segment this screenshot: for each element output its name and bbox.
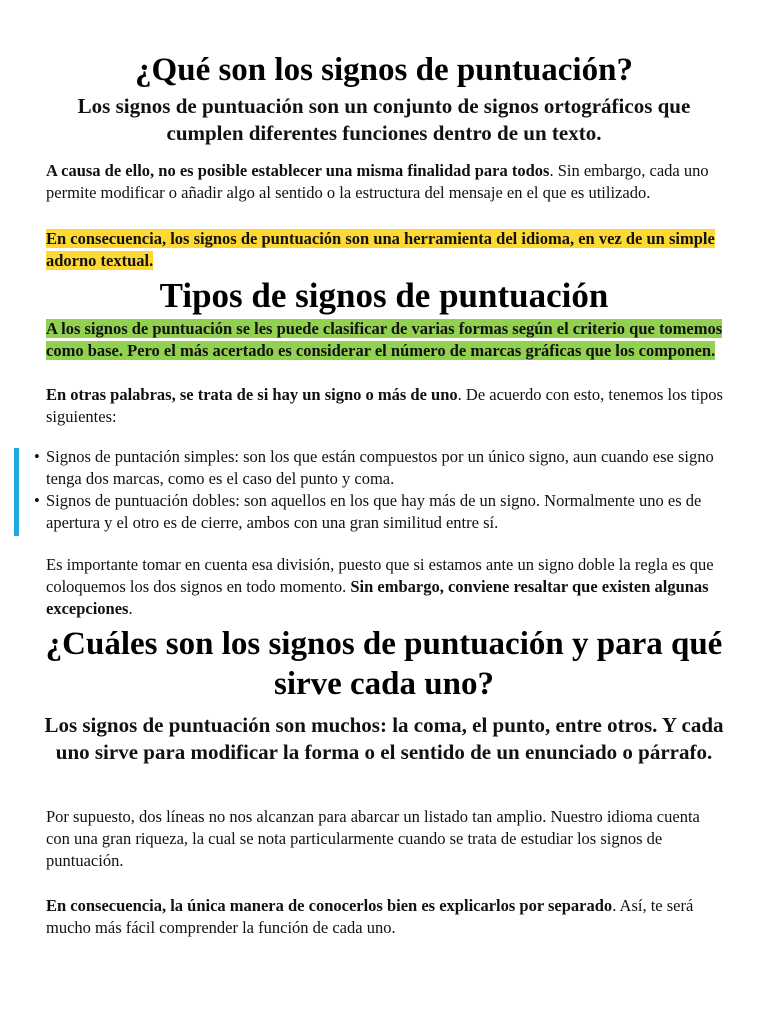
highlight-yellow: En consecuencia, los signos de puntuación son una herramienta del idioma, en vez de un simple adorno textual. — [46, 229, 715, 270]
paragraph-importante-bold: Sin embargo, conviene resaltar que existen algunas excepciones — [46, 577, 709, 618]
subheading-muchos: Los signos de puntuación son muchos: la coma, el punto, entre otros. Y cada uno sirve para modificar la forma o el sentido de un enunciado o párrafo. — [44, 713, 724, 764]
paragraph-causa-rest: . Sin embargo, cada uno permite modificar o añadir algo al sentido o la estructura del mensaje en el que es utilizado. — [46, 161, 709, 202]
paragraph-causa — [46, 160, 726, 204]
types-list — [34, 446, 726, 534]
heading-cuales-son: ¿Cuáles son los signos de puntuación y para qué sirve cada uno? — [45, 626, 723, 702]
paragraph-por-supuesto: Por supuesto, dos líneas no nos alcanzan para abarcar un listado tan amplio. Nuestro idioma cuenta con una gran riqueza, la cual se nota particularmente cuando se trata de estudiar los signos de puntuación. — [46, 807, 700, 870]
paragraph-otras-palabras — [46, 384, 726, 428]
paragraph-importante — [46, 554, 726, 620]
bullet-icon: • — [34, 447, 40, 466]
paragraph-importante-text: Es importante tomar en cuenta esa división, puesto que si estamos ante un signo doble la regla es que coloquemos los dos signos en todo momento. — [46, 555, 714, 596]
paragraph-unica-manera — [46, 895, 726, 939]
paragraph-consecuencia-highlight — [46, 228, 726, 272]
heading-que-son: ¿Qué son los signos de puntuación? — [135, 52, 633, 88]
paragraph-otras-palabras-bold: En otras palabras, se trata de si hay un signo o más de uno — [46, 385, 458, 404]
paragraph-unica-manera-bold: En consecuencia, la única manera de conocerlos bien es explicarlos por separado — [46, 896, 613, 915]
paragraph-otras-palabras-rest: . De acuerdo con esto, tenemos los tipos siguientes: — [46, 385, 723, 426]
bullet-icon: • — [34, 491, 40, 510]
list-item-text: Signos de puntación simples: son los que están compuestos por un único signo, aun cuando ese signo tenga dos marcas, como es el caso del punto y coma. — [46, 447, 714, 488]
paragraph-causa-bold: A causa de ello, no es posible establecer una misma finalidad para todos — [46, 161, 550, 180]
subheading-definicion: Los signos de puntuación son un conjunto de signos ortográficos que cumplen diferentes funciones dentro de un texto. — [77, 94, 691, 145]
list-item-text: Signos de puntuación dobles: son aquellos en los que hay más de un signo. Normalmente uno es de apertura y el otro es de cierre, ambos con una gran similitud entre sí. — [46, 491, 702, 532]
paragraph-importante-end: . — [128, 599, 133, 618]
accent-bar — [14, 448, 19, 536]
highlight-green: A los signos de puntuación se les puede clasificar de varias formas según el criterio que tomemos como base. Pero el más acertado es considerar el número de marcas gráficas que los componen. — [46, 319, 723, 360]
list-item-simples — [34, 446, 726, 490]
list-item-dobles — [34, 490, 726, 534]
paragraph-clasificar-highlight — [46, 318, 726, 362]
paragraph-unica-manera-rest: . Así, te será mucho más fácil comprender la función de cada uno. — [46, 896, 694, 937]
heading-tipos: Tipos de signos de puntuación — [159, 276, 609, 315]
